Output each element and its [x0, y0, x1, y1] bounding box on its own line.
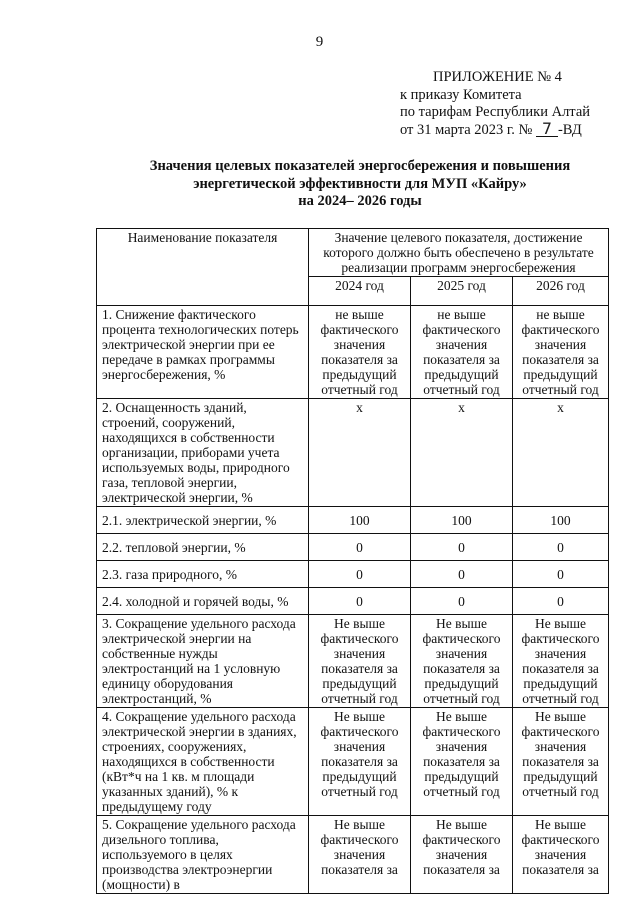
attachment-line-2: по тарифам Республики Алтай: [400, 104, 591, 120]
column-header-name: Наименование показателя: [97, 229, 309, 306]
row-value: 100: [411, 507, 513, 534]
row-value: 0: [309, 561, 411, 588]
table-row: [97, 507, 609, 534]
attachment-line-1: к приказу Комитета: [400, 86, 522, 103]
row-value: Не выше фактического значения показателя за предыдущий отчетный год: [513, 615, 609, 708]
row-name: 2.4. холодной и горячей воды, %: [97, 588, 309, 615]
row-name: 2. Оснащенность зданий, строений, сооружений, находящихся в собственности организации, приборами учета используемых воды, природного газа, тепловой энергии, электрической энергии, %: [97, 399, 309, 507]
row-value: x: [309, 399, 411, 507]
row-name: 2.3. газа природного, %: [97, 561, 309, 588]
column-header-group: Значение целевого показателя, достижение которого должно быть обеспечено в результате реализации программ энергосбережения: [309, 229, 609, 277]
row-value: не выше фактического значения показателя за предыдущий отчетный год: [309, 306, 411, 399]
heading-line-1: Значения целевых показателей энергосбережения и повышения: [149, 158, 571, 174]
column-header-year: 2024 год: [309, 277, 411, 306]
table-row: [97, 816, 609, 894]
table-row: [97, 306, 609, 399]
order-suffix: -ВД: [557, 121, 582, 138]
row-name: 5. Сокращение удельного расхода дизельного топлива, используемого в целях производства электроэнергии (мощности) в: [97, 816, 309, 894]
row-value: не выше фактического значения показателя за предыдущий отчетный год: [411, 306, 513, 399]
table-row: [97, 588, 609, 615]
table-row: [97, 534, 609, 561]
row-value: 0: [309, 588, 411, 615]
attachment-title: ПРИЛОЖЕНИЕ № 4: [433, 69, 562, 85]
heading-line-2: энергетической эффективности для МУП «Кайру»: [193, 175, 527, 192]
row-value: Не выше фактического значения показателя за: [411, 816, 513, 894]
row-name: 4. Сокращение удельного расхода электрической энергии в зданиях, строениях, сооружениях, находящихся в собственности (кВт*ч на 1 кв. м площади указанных зданий), % к предыдущему году: [97, 708, 309, 816]
row-value: x: [513, 399, 609, 507]
table-row: [97, 615, 609, 708]
row-value: Не выше фактического значения показателя за предыдущий отчетный год: [309, 615, 411, 708]
row-value: 100: [309, 507, 411, 534]
row-value: x: [411, 399, 513, 507]
row-name: 1. Снижение фактического процента технологических потерь электрической энергии при ее передаче в рамках программы энергосбережения, %: [97, 306, 309, 399]
row-value: 0: [513, 588, 609, 615]
column-header-year: 2026 год: [513, 277, 609, 306]
row-value: 100: [513, 507, 609, 534]
attachment-line-3: [400, 118, 590, 140]
row-value: Не выше фактического значения показателя за предыдущий отчетный год: [411, 708, 513, 816]
page-number: 9: [315, 34, 324, 50]
row-value: Не выше фактического значения показателя за: [513, 816, 609, 894]
row-name: 2.1. электрической энергии, %: [97, 507, 309, 534]
row-value: 0: [411, 534, 513, 561]
row-value: 0: [309, 534, 411, 561]
table-row: [97, 561, 609, 588]
attachment-block: [400, 69, 590, 139]
indicators-table: [96, 228, 609, 894]
row-value: Не выше фактического значения показателя за: [309, 816, 411, 894]
row-value: 0: [513, 534, 609, 561]
row-value: 0: [411, 588, 513, 615]
row-name: 2.2. тепловой энергии, %: [97, 534, 309, 561]
heading-line-3: на 2024– 2026 годы: [298, 193, 422, 209]
table-row: [97, 399, 609, 507]
row-value: 0: [513, 561, 609, 588]
order-number-handwritten: 7: [536, 122, 558, 137]
row-value: Не выше фактического значения показателя за предыдущий отчетный год: [309, 708, 411, 816]
row-value: не выше фактического значения показателя за предыдущий отчетный год: [513, 306, 609, 399]
row-name: 3. Сокращение удельного расхода электрической энергии на собственные нужды электростанций на 1 условную единицу оборудования электростанций, %: [97, 615, 309, 708]
row-value: 0: [411, 561, 513, 588]
row-value: Не выше фактического значения показателя за предыдущий отчетный год: [411, 615, 513, 708]
row-value: Не выше фактического значения показателя за предыдущий отчетный год: [513, 708, 609, 816]
table-row: [97, 708, 609, 816]
column-header-year: 2025 год: [411, 277, 513, 306]
document-heading: [120, 158, 600, 211]
order-date: от 31 марта 2023 г. №: [400, 121, 533, 138]
